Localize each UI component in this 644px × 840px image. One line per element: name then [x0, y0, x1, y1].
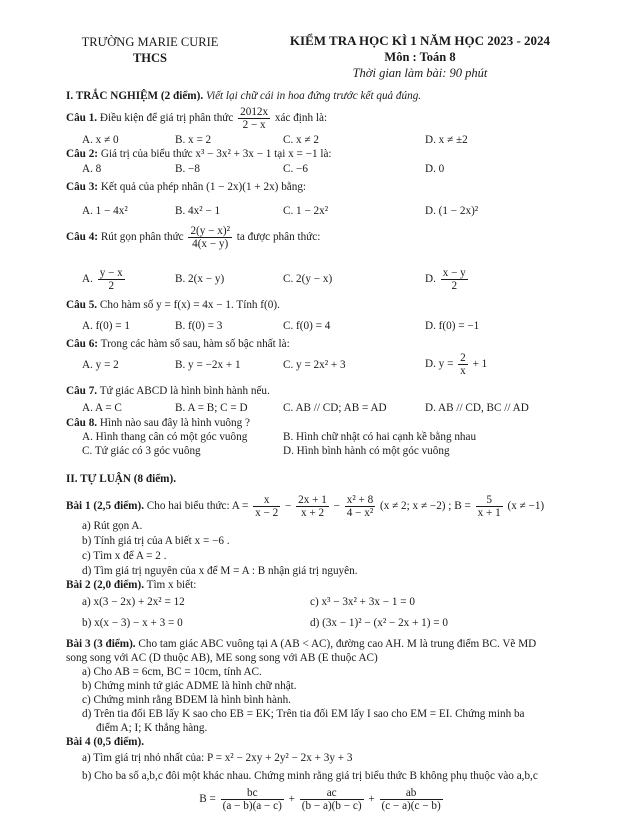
problem-3 [66, 637, 536, 651]
option-c: C. f(0) = 4 [283, 320, 331, 332]
subquestion: c) Chứng minh rằng BDEM là hình bình hành. [82, 694, 291, 706]
fraction [380, 787, 443, 812]
fraction [476, 494, 503, 519]
option-letter: D. y = [425, 358, 454, 371]
subquestion: b) Chứng minh tứ giác ADME là hình chữ nhật. [82, 680, 297, 692]
numerator: 2012x [240, 106, 269, 118]
option-letter: A. [82, 273, 93, 286]
part1-title: I. TRẮC NGHIỆM (2 điểm). [66, 90, 204, 102]
numerator: y − x [99, 267, 123, 279]
expression-lhs: B = [199, 793, 216, 806]
option-c: C. x ≠ 2 [283, 134, 319, 146]
question-label: Câu 7. [66, 385, 98, 397]
option-d: D. (1 − 2x)² [425, 205, 479, 217]
denominator: 4 − x² [346, 507, 374, 519]
fraction [458, 352, 468, 377]
school-name [60, 34, 240, 66]
option-a: A. f(0) = 1 [82, 320, 130, 332]
question-label: Câu 1. [66, 112, 98, 125]
question-7 [66, 384, 270, 398]
subquestion-continued: điểm A; I; K thẳng hàng. [96, 722, 208, 734]
operator: + [368, 793, 375, 806]
option-d [425, 352, 487, 377]
option-d: D. f(0) = −1 [425, 320, 480, 332]
option-b: B. f(0) = 3 [175, 320, 223, 332]
exam-title: KIỂM TRA HỌC KÌ 1 NĂM HỌC 2023 - 2024 [289, 33, 551, 48]
problem-1 [66, 494, 544, 519]
numerator: x − y [442, 267, 466, 279]
question-label: Câu 8. [66, 417, 98, 429]
subquestion: d) Trên tia đối EB lấy K sao cho EB = EK; Trên tia đối EM lấy I sao cho EM = EI. Chứng minh ba [82, 708, 525, 720]
denominator: (c − a)(c − b) [381, 800, 441, 812]
numerator: 2x + 1 [298, 494, 327, 506]
part2-title: II. TỰ LUẬN (8 điểm). [66, 473, 177, 485]
question-text: Cho hàm số y = f(x) = 4x − 1. Tính f(0). [99, 299, 280, 311]
subquestion-a: a) Tìm giá trị nhỏ nhất của: P = x² − 2xy + 2y² − 2x + 3y + 3 [82, 752, 353, 764]
problem-label: Bài 1 (2,5 điểm). [66, 500, 144, 513]
question-label: Câu 2: [66, 148, 99, 160]
problem-label: Bài 3 (3 điểm). [66, 638, 136, 650]
option-b: B. y = −2x + 1 [175, 359, 241, 371]
option-a [82, 267, 127, 292]
option-d: D. AB // CD, BC // AD [425, 402, 529, 414]
fraction [345, 494, 375, 519]
problem-4-label: Bài 4 (0,5 điểm). [66, 736, 144, 748]
numerator: bc [221, 787, 284, 800]
option-c: C. 1 − 2x² [283, 205, 329, 217]
exam-header [270, 33, 570, 81]
option-b: B. x = 2 [175, 134, 212, 146]
subquestion-d: d) (3x − 1)² − (x² − 2x + 1) = 0 [310, 617, 448, 629]
option-a: A. 8 [82, 163, 102, 175]
problem-text: Cho tam giác ABC vuông tại A (AB < AC), đường cao AH. M là trung điểm BC. Vẽ MD [138, 638, 537, 650]
numerator: x² + 8 [346, 494, 374, 506]
numerator: 5 [476, 494, 503, 507]
denominator: 2 [451, 280, 458, 292]
subquestion: c) Tìm x để A = 2 . [82, 550, 167, 562]
condition: (x ≠ −1) [507, 500, 545, 513]
part1-heading [66, 89, 421, 103]
option-a: A. y = 2 [82, 359, 119, 371]
question-label: Câu 4: [66, 231, 99, 244]
denominator: 2 − x [242, 119, 266, 131]
subquestion-c: c) x³ − 3x² + 3x − 1 = 0 [310, 596, 415, 608]
question-text: ta được phân thức: [236, 231, 321, 244]
question-6 [66, 337, 290, 351]
question-4 [66, 225, 320, 250]
problem-text: song song với AC (D thuộc AB), ME song song với AB (E thuộc AC) [66, 652, 378, 664]
denominator: (a − b)(a − c) [222, 800, 282, 812]
option-d [425, 267, 470, 292]
numerator: 2(y − x)² [190, 225, 230, 237]
option-a: A. x ≠ 0 [82, 134, 119, 146]
fraction [188, 225, 232, 250]
part1-instruction: Viết lại chữ cái in hoa đứng trước kết quả đúng. [205, 90, 422, 102]
option-letter: D. [425, 273, 436, 286]
option-a: A. A = C [82, 402, 122, 414]
option-d: D. Hình bình hành có một góc vuông [283, 445, 450, 457]
option-rest: + 1 [472, 358, 488, 371]
exam-time: Thời gian làm bài: 90 phút [352, 66, 488, 80]
option-c: C. 2(y − x) [283, 273, 333, 285]
question-1 [66, 106, 327, 131]
option-d: D. x ≠ ±2 [425, 134, 468, 146]
operator: + [288, 793, 295, 806]
school-line1: TRƯỜNG MARIE CURIE [81, 35, 219, 49]
condition: (x ≠ 2; x ≠ −2) ; B = [380, 500, 471, 513]
denominator: 4(x − y) [192, 238, 229, 250]
question-text: Rút gọn phân thức [100, 231, 184, 244]
subquestion-b: b) Cho ba số a,b,c đôi một khác nhau. Chứng minh rằng giá trị biểu thức B không phụ thuộc vào a,b,c [82, 770, 538, 782]
question-5 [66, 298, 280, 312]
fraction [238, 106, 270, 131]
subquestion: d) Tìm giá trị nguyên của x để M = A : B nhận giá trị nguyên. [82, 565, 358, 577]
problem-text: Cho hai biểu thức: A = [146, 500, 249, 513]
question-label: Câu 6: [66, 338, 99, 350]
option-b: B. 2(x − y) [175, 273, 225, 285]
question-text: Điều kiện để giá trị phân thức [99, 112, 234, 125]
fraction [441, 267, 468, 292]
option-b: B. A = B; C = D [175, 402, 248, 414]
question-text: Trong các hàm số sau, hàm số bậc nhất là: [100, 338, 290, 350]
question-3 [66, 180, 306, 194]
option-c: C. AB // CD; AB = AD [283, 402, 387, 414]
numerator: x [253, 494, 280, 507]
question-label: Câu 3: [66, 181, 99, 193]
operator: − [333, 500, 340, 513]
subquestion: b) Tính giá trị của A biết x = −6 . [82, 535, 230, 547]
denominator: x − 2 [255, 507, 279, 519]
fraction [296, 494, 329, 519]
denominator: x + 1 [477, 507, 501, 519]
subquestion-b: b) x(x − 3) − x + 3 = 0 [82, 617, 183, 629]
subquestion: a) Rút gọn A. [82, 520, 143, 532]
option-b: B. −8 [175, 163, 200, 175]
problem-text: Tìm x biết: [146, 579, 197, 591]
fraction [300, 787, 364, 812]
option-c: C. Tứ giác có 3 góc vuông [82, 445, 201, 457]
denominator: x [460, 365, 466, 377]
option-a: A. 1 − 4x² [82, 205, 128, 217]
question-text: Kết quả của phép nhân (1 − 2x)(1 + 2x) bằng: [100, 181, 307, 193]
question-text: Hình nào sau đây là hình vuông ? [99, 417, 250, 429]
fraction [253, 494, 280, 519]
school-line2: THCS [132, 51, 168, 65]
problem-2 [66, 578, 196, 592]
fraction [221, 787, 284, 812]
denominator: x + 2 [300, 507, 325, 519]
problem-label: Bài 2 (2,0 điểm). [66, 579, 144, 591]
operator: − [285, 500, 292, 513]
option-c: C. y = 2x² + 3 [283, 359, 346, 371]
option-b: B. Hình chữ nhật có hai cạnh kề bằng nhau [283, 431, 477, 443]
numerator: ab [380, 787, 443, 800]
option-d: D. 0 [425, 163, 445, 175]
question-text: xác định là: [274, 112, 328, 125]
numerator: ac [300, 787, 364, 800]
option-c: C. −6 [283, 163, 308, 175]
numerator: 2 [460, 352, 466, 364]
question-label: Câu 5. [66, 299, 98, 311]
subquestion: a) Cho AB = 6cm, BC = 10cm, tính AC. [82, 666, 262, 678]
question-2 [66, 147, 332, 161]
exam-subject: Môn : Toán 8 [384, 50, 456, 64]
option-a: A. Hình thang cân có một góc vuông [82, 431, 248, 443]
option-b: B. 4x² − 1 [175, 205, 221, 217]
question-8 [66, 416, 250, 430]
subquestion-a: a) x(3 − 2x) + 2x² = 12 [82, 596, 185, 608]
question-text: Giá trị của biểu thức x³ − 3x² + 3x − 1 tại x = −1 là: [100, 148, 332, 160]
denominator: (b − a)(b − c) [301, 800, 362, 812]
question-text: Tứ giác ABCD là hình bình hành nếu. [99, 385, 270, 397]
fraction [98, 267, 125, 292]
expression-b [0, 787, 644, 812]
denominator: 2 [108, 280, 115, 292]
